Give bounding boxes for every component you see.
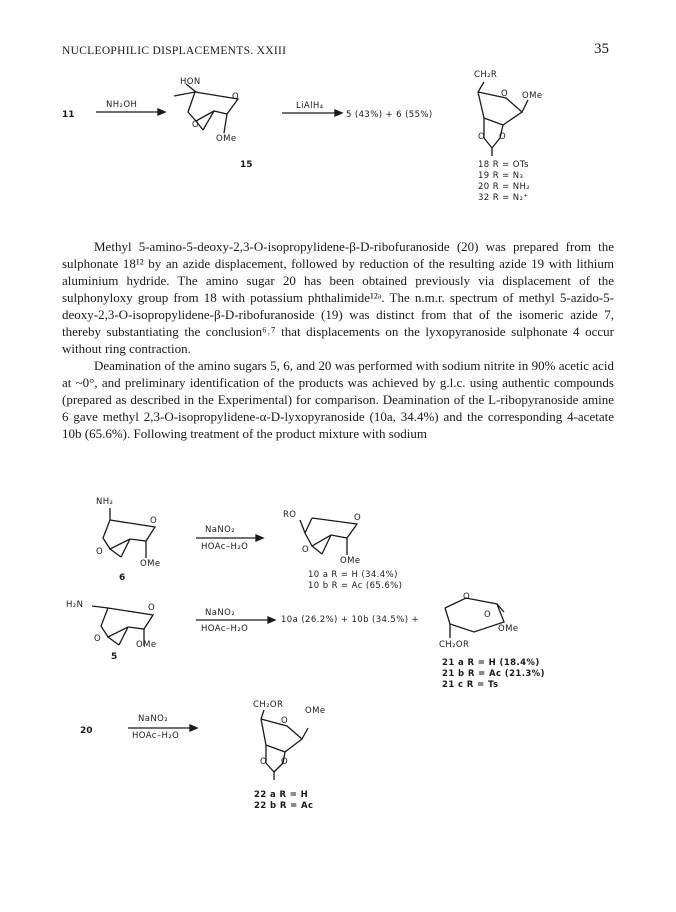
ring-oxygen-5b: O (94, 634, 102, 644)
compound-21c: 21 c R = Ts (442, 680, 499, 690)
compound-21b: 21 b R = Ac (21.3%) (442, 669, 545, 679)
ome-label-5: OMe (136, 640, 157, 650)
compound-5-label: 5 (111, 652, 118, 662)
reagent-nano2-a: NaNO₂ (205, 525, 236, 535)
products-21: 10a (26.2%) + 10b (34.5%) + (281, 615, 420, 625)
scheme-1 (0, 0, 676, 210)
ome-label-6: OMe (140, 559, 161, 569)
ring-oxygen-10: O (354, 513, 362, 523)
ring-oxygen-6: O (150, 516, 158, 526)
reagent-hoac-b: HOAc–H₂O (201, 624, 249, 634)
compound-15-label: 15 (240, 160, 253, 170)
compound-22a: 22 a R = H (254, 790, 309, 800)
acetonide-oxygen-21a: O (463, 592, 471, 602)
reagent-nano2-b: NaNO₂ (205, 608, 236, 618)
ring-oxygen-furanose: O (501, 89, 509, 99)
compound-10a: 10 a R = H (34.4%) (308, 570, 398, 580)
reagent-nh2oh: NH₂OH (106, 100, 138, 110)
ch2r-label: CH₂R (474, 70, 498, 80)
paragraph-1: Methyl 5-amino-5-deoxy-2,3-O-isopropylidene-β-D-ribofuranoside (20) was prepared from the sulphonate 18¹² by an azide displacement, followed by reduction of the resulting azide 19 with lithium aluminium hydride. The amino sugar 20 has been obtained previously via displacement of the sulphonyloxy group from 18 with potassium phthalimide¹²ᵃ. The n.m.r. spectrum of methyl 5-azido-5-deoxy-2,3-O-isopropylidene-β-D-ribofuranoside (19) was distinct from that of the isomeric azide 7, thereby substantiating the conclusion⁶˒⁷ that displacements on the lyxopyranoside sulphonate 4 occur without ring contraction. (62, 239, 614, 356)
ring-oxygen-21: O (484, 610, 492, 620)
compound-10b: 10 b R = Ac (65.6%) (308, 581, 403, 591)
ro-label: RO (283, 510, 297, 520)
hon-label: HON (180, 77, 201, 87)
compound-20-label: 20 (80, 726, 93, 736)
acetonide-oxygen-1: O (478, 132, 486, 142)
acetonide-oxygen-22b: O (281, 757, 289, 767)
paragraph-2: Deamination of the amino sugars 5, 6, and 20 was performed with sodium nitrite in 90% acetic acid at ~0°, and preliminary identification of the products was achieved by g.l.c. using authentic compounds (prepared as described in the Experimental) for comparison. Deamination of the L-ribopyranoside amine 6 gave methyl 2,3-O-isopropylidene-α-D-lyxopyranoside (10a, 34.4%) and the corresponding 4-acetate 10b (65.6%). Following treatment of the product mixture with sodium (62, 358, 614, 441)
reagent-hoac-c: HOAc–H₂O (132, 731, 180, 741)
ome-label-furanose: OMe (522, 91, 543, 101)
compound-11-label: 11 (62, 110, 75, 120)
compound-22b: 22 b R = Ac (254, 801, 314, 811)
ome-label-22: OMe (305, 706, 326, 716)
compound-21a: 21 a R = H (18.4%) (442, 658, 540, 668)
reagent-nano2-c: NaNO₂ (138, 714, 169, 724)
reagent-lialh4: LiAlH₄ (296, 101, 324, 111)
ring-oxygen-5: O (148, 603, 156, 613)
ring-oxygen-10b: O (302, 545, 310, 555)
ome-label-21: OMe (498, 624, 519, 634)
compound-6-label: 6 (119, 573, 126, 583)
ch2or-label-22: CH₂OR (253, 700, 284, 710)
compound-19: 19 R = N₃ (478, 171, 524, 181)
compound-32: 32 R = N₂⁺ (478, 193, 529, 203)
compound-list-10 (308, 570, 402, 592)
compound-20: 20 R = NH₂ (478, 182, 531, 192)
body-text (62, 238, 614, 442)
compound-list-22 (254, 790, 313, 812)
page-number: 35 (594, 41, 609, 57)
ring-oxygen-6b: O (96, 547, 104, 557)
compound-list-18-32 (478, 160, 530, 204)
h2n-label: H₂N (66, 600, 84, 610)
acetonide-oxygen-2: O (499, 132, 507, 142)
ring-oxygen-15b: O (192, 120, 200, 130)
ome-label-10: OMe (340, 556, 361, 566)
compound-list-21 (442, 658, 545, 691)
ch2or-label-21: CH₂OR (439, 640, 470, 650)
nh2-label: NH₂ (96, 497, 114, 507)
ome-label-15: OMe (216, 134, 237, 144)
reagent-hoac-a: HOAc–H₂O (201, 542, 249, 552)
compound-18: 18 R = OTs (478, 160, 529, 170)
ring-oxygen-15: O (232, 92, 240, 102)
products-5-6: 5 (43%) + 6 (55%) (346, 110, 433, 120)
acetonide-oxygen-22a: O (260, 757, 268, 767)
scheme-1-structures (0, 0, 676, 210)
running-title: NUCLEOPHILIC DISPLACEMENTS. XXIII (62, 45, 287, 57)
ring-oxygen-22: O (281, 716, 289, 726)
